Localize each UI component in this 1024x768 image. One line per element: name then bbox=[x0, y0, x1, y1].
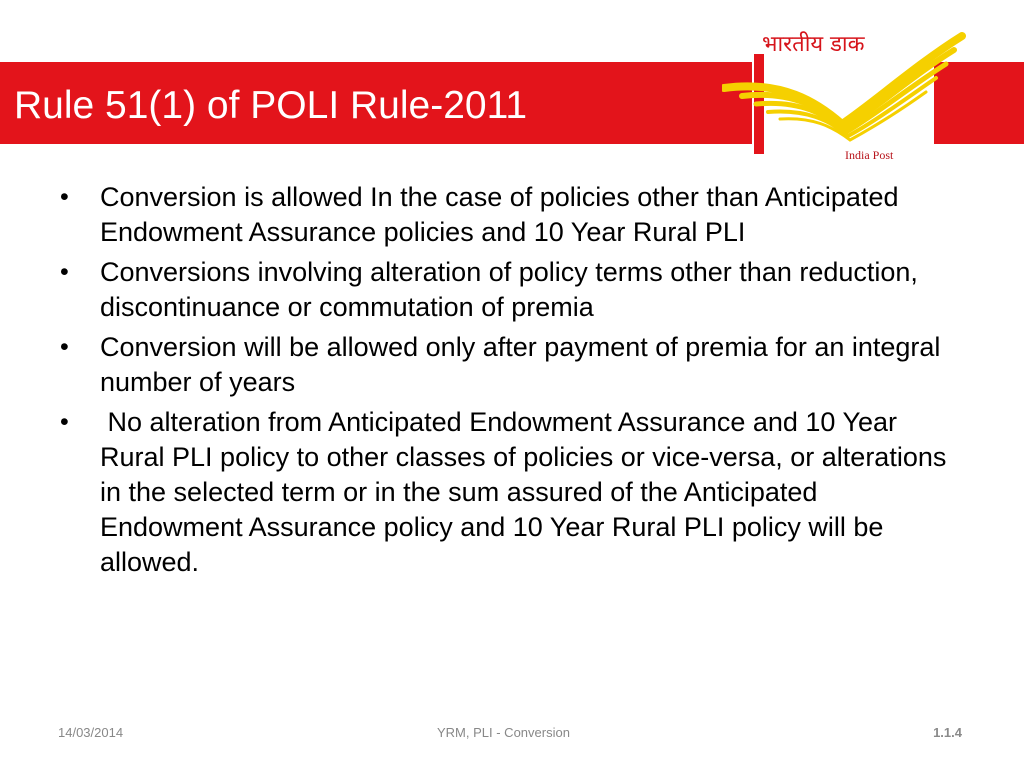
bullet-text: Conversion will be allowed only after payment of premia for an integral number of years bbox=[100, 332, 941, 397]
bullet-text: Conversions involving alteration of policy terms other than reduction, discontinuance or commutation of premia bbox=[100, 257, 918, 322]
list-item bbox=[56, 405, 966, 580]
slide-number: 1.1.4 bbox=[933, 725, 962, 740]
list-item bbox=[56, 255, 966, 325]
bullet-text: No alteration from Anticipated Endowment Assurance and 10 Year Rural PLI policy to other classes of policies or vice-versa, or alterations in the selected term or in the sum assured of the Anticipated Endowment Assurance policy and 10 Year Rural PLI policy will be allowed. bbox=[100, 407, 947, 577]
slide-title: Rule 51(1) of POLI Rule-2011 bbox=[14, 84, 528, 127]
india-post-logo bbox=[722, 24, 970, 168]
bullet-dot-icon: • bbox=[60, 183, 69, 211]
list-item bbox=[56, 330, 966, 400]
bullet-dot-icon: • bbox=[60, 333, 69, 361]
list-item bbox=[56, 180, 966, 250]
bullet-list bbox=[56, 180, 966, 585]
bullet-dot-icon: • bbox=[60, 408, 69, 436]
logo-hindi-text: भारतीय डाक bbox=[762, 32, 865, 57]
bullet-text: Conversion is allowed In the case of policies other than Anticipated Endowment Assurance policies and 10 Year Rural PLI bbox=[100, 182, 899, 247]
footer-title: YRM, PLI - Conversion bbox=[437, 725, 570, 740]
bullet-dot-icon: • bbox=[60, 258, 69, 286]
footer-date: 14/03/2014 bbox=[58, 725, 124, 740]
logo-english-text: India Post bbox=[845, 148, 894, 162]
